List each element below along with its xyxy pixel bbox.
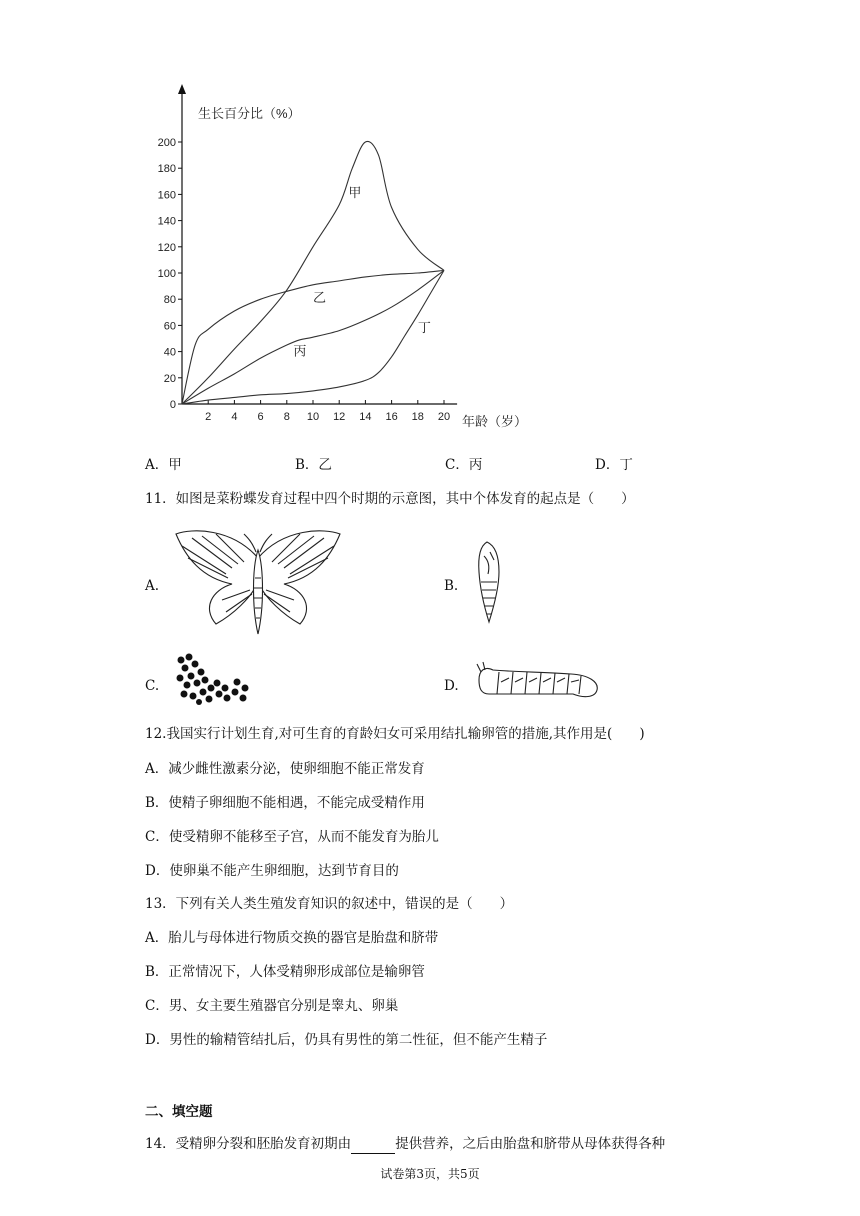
y-tick-label: 40 [163, 346, 176, 359]
q13-option-a[interactable]: A．胎儿与母体进行物质交换的器官是胎盘和脐带 [145, 930, 439, 946]
pupa-illustration [474, 538, 504, 626]
y-axis-label: 生长百分比（%） [198, 106, 301, 121]
y-tick-label: 200 [157, 137, 176, 149]
page-footer: 试卷第3页，共5页 [380, 1167, 480, 1181]
x-tick-label: 2 [205, 411, 212, 423]
q14-stem [145, 1134, 665, 1154]
q12-option-b[interactable]: B．使精子卵细胞不能相遇，不能完成受精作用 [145, 795, 425, 811]
growth-percentage-chart [140, 80, 540, 430]
x-tick-label: 18 [411, 411, 424, 423]
chart-series [182, 141, 444, 404]
q10-option-c[interactable]: C．丙 [445, 457, 483, 473]
y-tick-label: 160 [157, 189, 176, 202]
y-tick-label: 100 [157, 268, 176, 280]
x-tick-label: 14 [359, 411, 372, 423]
y-axis-arrow [178, 84, 186, 94]
q13-option-c[interactable]: C．男、女主要生殖器官分别是睾丸、卵巢 [145, 998, 399, 1014]
series-label: 丁 [417, 319, 431, 335]
q12-option-a[interactable]: A．减少雌性激素分泌，使卵细胞不能正常发育 [145, 761, 425, 777]
series-label: 乙 [313, 289, 327, 305]
caterpillar-illustration [475, 658, 601, 700]
y-tick-label: 180 [157, 163, 176, 176]
q10-option-b[interactable]: B．乙 [295, 457, 332, 473]
y-tick-label: 140 [157, 215, 176, 228]
x-tick-label: 12 [333, 411, 346, 423]
butterfly-adult-illustration [172, 528, 344, 636]
q14-text-prefix: 14．受精卵分裂和胚胎发育初期由 [145, 1136, 352, 1152]
y-tick-label: 20 [163, 372, 176, 385]
series-line-甲 [182, 141, 444, 404]
section-heading-fill-in: 二、填空题 [145, 1104, 213, 1120]
x-tick-label: 16 [385, 411, 398, 423]
x-tick-label: 20 [437, 411, 451, 423]
q14-text-suffix: 提供营养，之后由胎盘和脐带从母体获得各种 [395, 1136, 666, 1152]
y-tick-label: 80 [163, 294, 176, 307]
x-tick-label: 8 [283, 411, 290, 423]
y-tick-label: 120 [157, 241, 176, 254]
q11-option-d[interactable]: D. [444, 678, 459, 694]
q13-stem: 13．下列有关人类生殖发育知识的叙述中，错误的是（ ） [145, 896, 514, 912]
q13-option-d[interactable]: D．男性的输精管结扎后，仍具有男性的第二性征，但不能产生精子 [145, 1032, 548, 1048]
q10-option-d[interactable]: D．丁 [595, 457, 633, 473]
eggs-illustration [175, 652, 251, 706]
chart-series-labels [293, 185, 430, 359]
q12-stem: 12.我国实行计划生育,对可生育的育龄妇女可采用结扎输卵管的措施,其作用是( ) [145, 726, 645, 742]
series-label: 丙 [293, 343, 307, 359]
x-axis-label: 年龄（岁） [462, 414, 528, 429]
chart-ticks [158, 137, 450, 423]
x-tick-label: 6 [257, 411, 264, 423]
x-tick-label: 10 [306, 411, 320, 423]
q11-option-c[interactable]: C. [145, 678, 160, 694]
q11-option-a[interactable]: A. [145, 578, 160, 594]
y-tick-label: 60 [163, 320, 176, 333]
series-label: 甲 [348, 185, 362, 201]
q11-stem: 11．如图是菜粉蝶发育过程中四个时期的示意图，其中个体发育的起点是（ ） [145, 491, 635, 507]
q11-option-b[interactable]: B. [444, 578, 459, 594]
q13-option-b[interactable]: B．正常情况下，人体受精卵形成部位是输卵管 [145, 964, 425, 980]
x-tick-label: 4 [231, 411, 238, 423]
q14-answer-blank[interactable] [351, 1139, 395, 1154]
q12-option-d[interactable]: D．使卵巢不能产生卵细胞，达到节育目的 [145, 863, 399, 879]
q10-option-a[interactable]: A．甲 [145, 457, 182, 473]
q12-option-c[interactable]: C．使受精卵不能移至子宫，从而不能发育为胎儿 [145, 829, 439, 845]
y-tick-label: 0 [169, 399, 176, 411]
chart-axes [178, 84, 457, 404]
